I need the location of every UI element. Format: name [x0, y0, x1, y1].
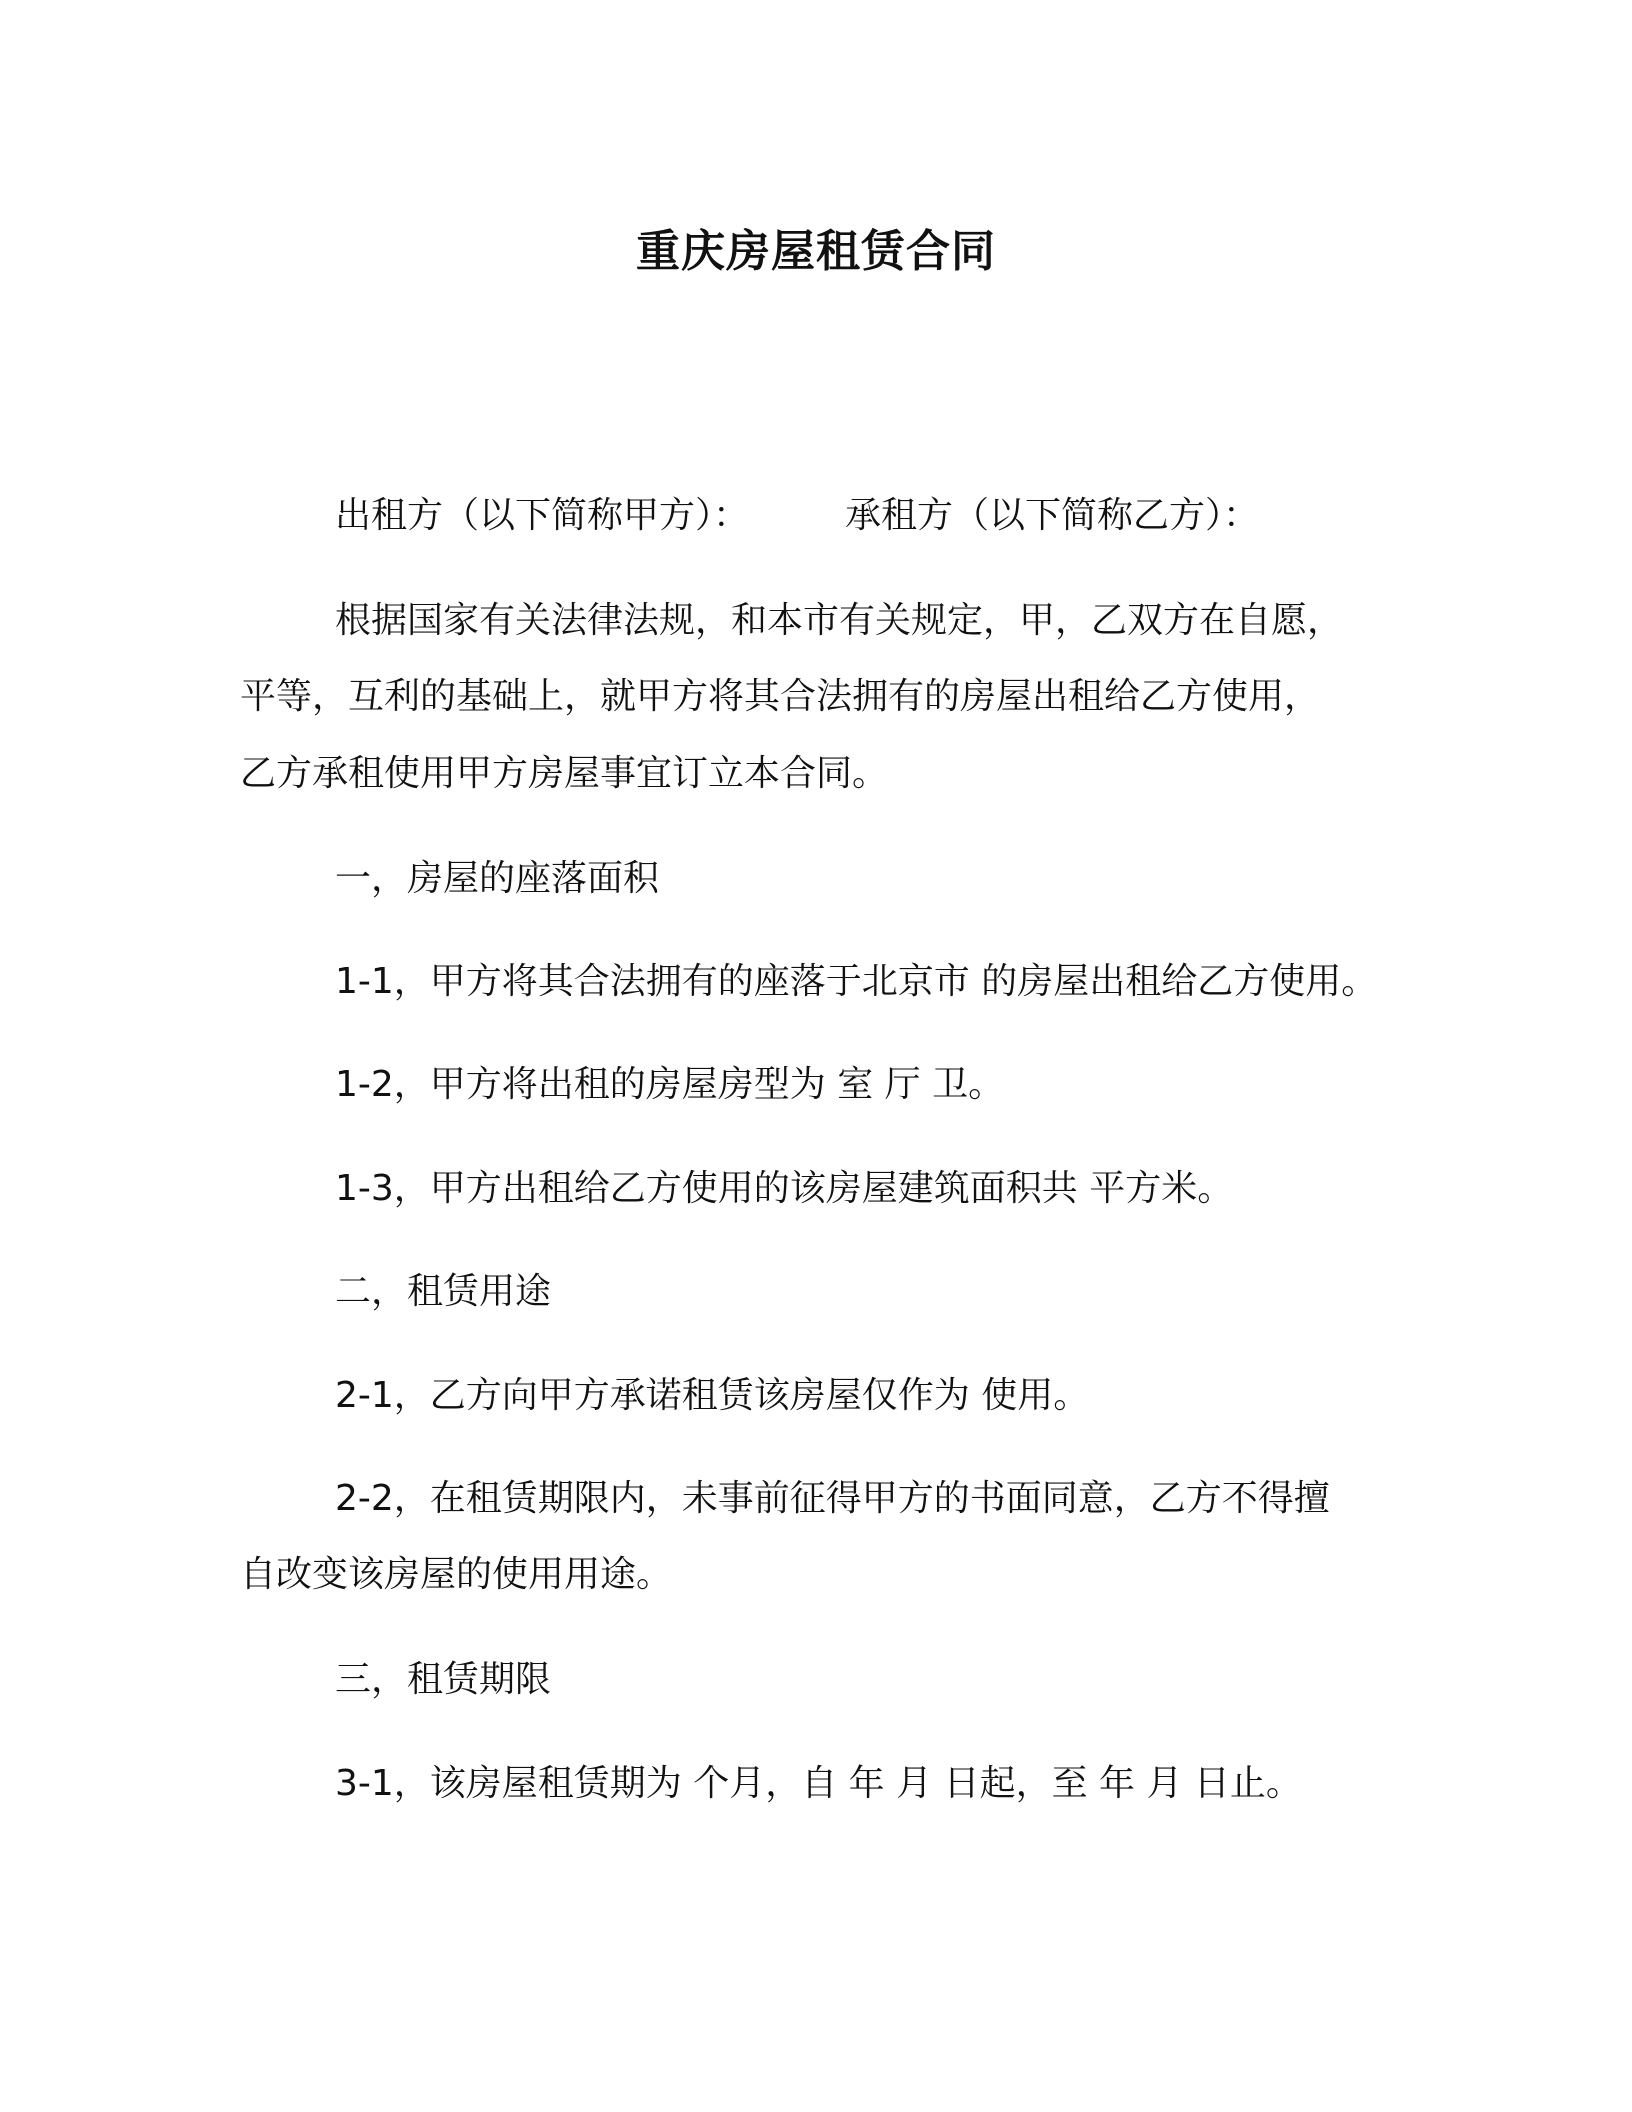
clause-1-2: 1-2，甲方将出租的房屋房型为 室 厅 卫。 — [335, 1064, 1005, 1105]
intro-line-2: 平等，互利的基础上，就甲方将其合法拥有的房屋出租给乙方使用， — [240, 676, 1321, 717]
intro-line-3: 乙方承租使用甲方房屋事宜订立本合同。 — [240, 753, 889, 794]
lessee-label: 承租方（以下简称乙方）： — [845, 495, 1260, 536]
clause-2-1: 2-1，乙方向甲方承诺租赁该房屋仅作为 使用。 — [335, 1375, 1090, 1416]
section-heading-3: 三，租赁期限 — [335, 1659, 552, 1700]
clause-3-1: 3-1，该房屋租赁期为 个月，自 年 月 日起，至 年 月 日止。 — [335, 1763, 1302, 1804]
section-heading-2: 二，租赁用途 — [335, 1271, 552, 1312]
clause-1-3: 1-3，甲方出租给乙方使用的该房屋建筑面积共 平方米。 — [335, 1168, 1234, 1209]
intro-line-1: 根据国家有关法律法规，和本市有关规定，甲，乙双方在自愿， — [335, 600, 1344, 641]
clause-2-2-line-2: 自改变该房屋的使用用途。 — [240, 1554, 673, 1595]
clause-2-2-line-1: 2-2，在租赁期限内，未事前征得甲方的书面同意，乙方不得擅 — [335, 1478, 1330, 1519]
lessor-label: 出租方（以下简称甲方）： — [335, 495, 750, 536]
clause-1-1: 1-1，甲方将其合法拥有的座落于北京市 的房屋出租给乙方使用。 — [335, 961, 1378, 1002]
section-heading-1: 一，房屋的座落面积 — [335, 858, 660, 899]
document-title: 重庆房屋租赁合同 — [636, 226, 996, 277]
